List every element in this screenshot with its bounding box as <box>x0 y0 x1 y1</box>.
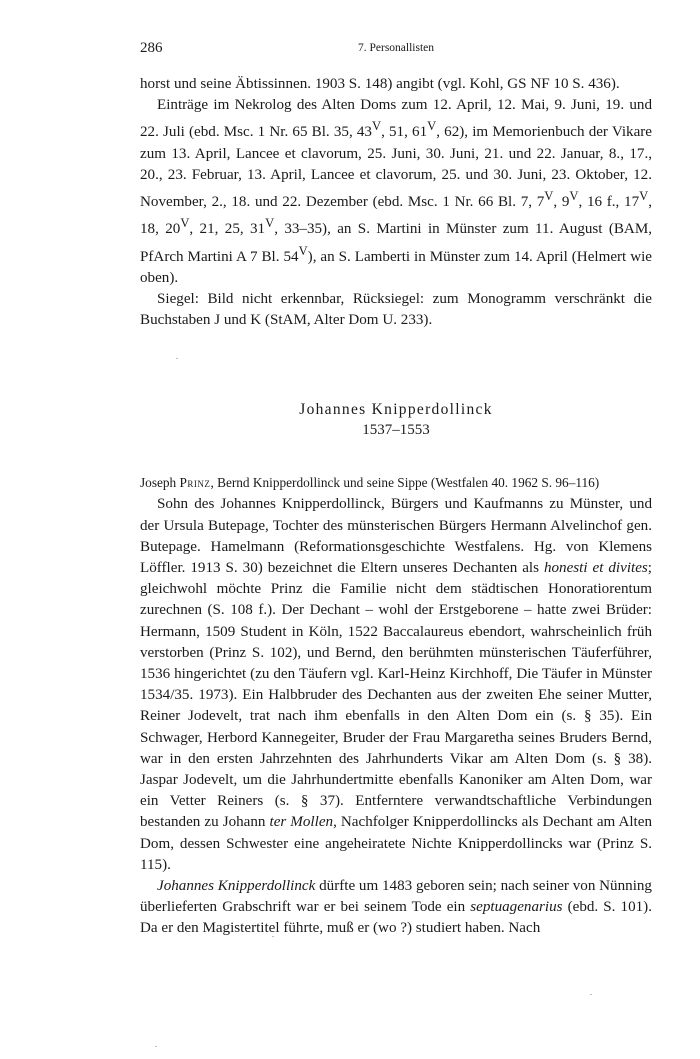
scan-speck <box>590 994 592 995</box>
paragraph: Siegel: Bild nicht erkennbar, Rücksiegel: zum Monogramm verschränkt die Buchstaben J und K (StAM, Alter Dom U. 233). <box>140 290 652 329</box>
scan-speck <box>272 936 274 937</box>
scan-speck <box>176 358 178 359</box>
paragraph: Johannes Knipperdollinck dürfte um 1483 geboren sein; nach seiner von Nünning überlieferten Grabschrift war er bei seinem Tode ein septuagenarius (ebd. S. 101). Da er den Magistertitel führte, muß er (wo ?) studiert haben. Nach <box>140 878 652 937</box>
paragraph: Einträge im Nekrolog des Alten Doms zum 12. April, 12. Mai, 9. Juni, 19. und 22. Juli (ebd. Msc. 1 Nr. 65 Bl. 35, $43^V$, 51, $61^V$, 62), im Memorienbuch der Vikare zum 13. April, Lancee et clavorum, 25. Juni, 30. Juni, 21. und 22. Januar, 8., 17., 20., 23. Februar, 13. April, Lancee et clavorum, 25. und 30. Juni, 23. Oktober, 12. November, 2., 18. und 22. Dezember (ebd. Msc. 1 Nr. 66 Bl. 7, $7^V$, $9^V$, 16 f., $17^V$, 18, $20^V$, 21, 25, $31^V$, 33–35), an S. Martini in Münster zum 11. August (BAM, PfArch Martini A 7 Bl. $54^V$), an S. Lamberti in Münster zum 14. April (Helmert wie oben). <box>140 97 653 286</box>
paragraph: Sohn des Johannes Knipperdollinck, Bürgers und Kaufmanns zu Münster, und der Ursula Butepage, Tochter des münsterischen Bürgers Hermann Alvelinchof gen. Butepage. Hamelmann (Reformationsgeschichte Westfalens. Hg. von Klemens Löffler. 1913 S. 30) bezeichnet die Eltern unseres Dechanten als honesti et divites; gleichwohl möchte Prinz die Familie nicht dem städtischen Honoratiorentum zurechnen (S. 108 f.). Der Dechant – wohl der Erstgeborene – hatte zwei Brüder: Hermann, 1509 Student in Köln, 1522 Baccalaureus ebendort, wahrscheinlich früh verstorben (Prinz S. 102), und Bernd, den berühmten münsterischen Täuferführer, 1536 hingerichtet (zu den Täufern vgl. Karl-Heinz Kirchhoff, Die Täufer in Münster 1534/35. 1973). Ein Halbbruder des Dechanten aus der zweiten Ehe seiner Mutter, Reiner Jodevelt, trat nach ihm ebenfalls in den Alten Dom ein (s. § 35). Ein Schwager, Herbord Kannegeiter, Bruder der Frau Margaretha seines Bruders Bernd, war in den ersten Jahrzehnten des Jahrhunderts Vikar am Alten Dom (s. § 38). Jaspar Jodevelt, um die Jahrhundertmitte ebenfalls Kanoniker am Alten Dom, war ein Vetter Reiners (s. § 37). Entferntere verwandtschaftliche Verbindungen bestanden zu Johann ter Mollen, Nachfolger Knipperdollincks als Dechant am Alten Dom, dessen Schwester eine angeheiratete Nichte Knipperdollincks war (Prinz S. 115). <box>140 496 653 873</box>
running-title: 7. Personallisten <box>357 42 435 54</box>
entry-years: 1537–1553 <box>362 422 430 439</box>
document-page <box>140 38 652 940</box>
continued-entry <box>140 74 652 331</box>
page-number: 286 <box>140 40 163 56</box>
entry-heading <box>140 399 652 441</box>
running-header <box>140 38 652 60</box>
bibliography-line: Joseph Prinz, Bernd Knipperdollinck und seine Sippe (Westfalen 40. 1962 S. 96–116) <box>140 475 600 491</box>
entry-body <box>140 494 652 939</box>
paragraph: horst und seine Äbtissinnen. 1903 S. 148) angibt (vgl. Kohl, GS NF 10 S. 436). <box>140 76 620 92</box>
scan-speck <box>155 1046 157 1047</box>
entry-name: Johannes Knipperdollinck <box>299 401 493 419</box>
